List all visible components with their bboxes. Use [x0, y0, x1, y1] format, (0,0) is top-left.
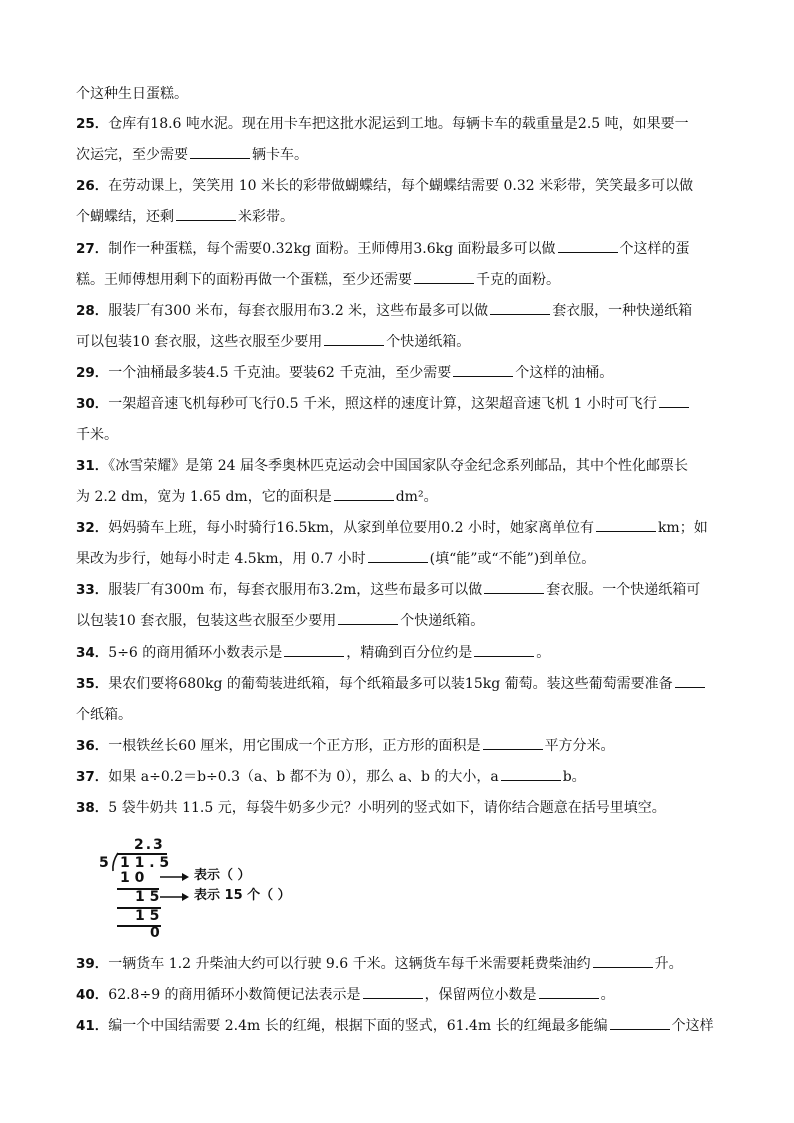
question-q32 — [76, 518, 708, 538]
question-number: 40． — [76, 987, 109, 1003]
question-number: 36． — [76, 738, 109, 754]
question-text: 一辆货车 1.2 升柴油大约可以行驶 9.6 千米。这辆货车每千米需要耗费柴油约 — [108, 956, 591, 972]
question-number: 34． — [76, 645, 109, 661]
question-q35 — [76, 674, 707, 694]
division-remainder: 0 — [150, 925, 160, 941]
answer-blank[interactable] — [334, 487, 394, 501]
answer-blank[interactable] — [610, 1016, 670, 1030]
question-q33 — [76, 580, 700, 600]
question-continuation — [76, 487, 438, 507]
question-number: 25． — [76, 116, 109, 132]
question-q34 — [76, 643, 550, 663]
question-text: b。 — [562, 769, 586, 785]
question-q40 — [76, 985, 615, 1005]
question-text: 5÷6 的商用循环小数表示是 — [108, 645, 283, 661]
question-text: 升。 — [654, 956, 683, 972]
question-text: 一个油桶最多装4.5 千克油。要装62 千克油，至少需要 — [108, 365, 452, 381]
answer-blank[interactable] — [176, 207, 236, 221]
question-text: 可以包装10 套衣服，这些衣服至少要用 — [76, 334, 323, 350]
question-text: 套衣服，一种快递纸箱 — [552, 303, 693, 319]
answer-blank[interactable] — [659, 394, 689, 408]
answer-blank[interactable] — [483, 736, 543, 750]
question-text: dm²。 — [395, 489, 438, 505]
answer-blank[interactable] — [324, 332, 384, 346]
question-number: 33． — [76, 582, 109, 598]
question-text: 米彩带。 — [238, 209, 294, 225]
division-label-2: 表示 15 个（ ） — [194, 888, 291, 903]
question-text: 妈妈骑车上班，每小时骑行16.5km，从家到单位要用0.2 小时，她家离单位有 — [108, 520, 594, 536]
answer-blank[interactable] — [596, 518, 656, 532]
question-number: 41． — [76, 1018, 109, 1034]
question-text: 制作一种蛋糕，每个需要0.32kg 面粉。王师傅用3.6kg 面粉最多可以做 — [108, 241, 556, 257]
question-text: 套衣服。一个快递纸箱可 — [546, 582, 701, 598]
question-number: 29． — [76, 365, 109, 381]
question-q28 — [76, 301, 692, 321]
answer-blank[interactable] — [284, 643, 344, 657]
question-q25 — [76, 114, 689, 134]
answer-blank[interactable] — [474, 643, 534, 657]
division-dividend: 1 1 . 5 — [120, 855, 170, 871]
question-text: ，精确到百分位约是 — [346, 645, 473, 661]
question-text: 千米。 — [76, 427, 118, 443]
question-q26 — [76, 176, 693, 196]
question-text: 以包装10 套衣服，包装这些衣服至少要用 — [76, 613, 337, 629]
question-text: 辆卡车。 — [252, 147, 308, 163]
question-text: 一架超音速飞机每秒可飞行0.5 千米，照这样的速度计算，这架超音速飞机 1 小时可飞行 — [108, 396, 657, 412]
question-text: 62.8÷9 的商用循环小数简便记法表示是 — [108, 987, 361, 1003]
question-text: 个蝴蝶结，还剩 — [76, 209, 174, 225]
question-continuation — [76, 705, 132, 725]
question-text: 果农们要将680kg 的葡萄装进纸箱，每个纸箱最多可以装15kg 葡萄。装这些葡萄需要准备 — [108, 676, 673, 692]
answer-blank[interactable] — [363, 985, 423, 999]
arrow-icon — [160, 871, 190, 883]
question-continuation — [76, 145, 308, 165]
question-text: 《冰雪荣耀》是第 24 届冬季奥林匹克运动会中国国家队夺金纪念系列邮品，其中个性化邮票长 — [108, 458, 689, 474]
question-text: 个这样 — [671, 1018, 714, 1034]
question-continuation — [76, 611, 484, 631]
question-continuation — [76, 207, 294, 227]
question-number: 28． — [76, 303, 109, 319]
answer-blank[interactable] — [501, 767, 561, 781]
division-step1: 1 0 — [120, 870, 145, 886]
question-number: 39． — [76, 956, 109, 972]
question-text: 果改为步行，她每小时走 4.5km，用 0.7 小时 — [76, 551, 366, 567]
question-text: 千克的面粉。 — [476, 272, 560, 288]
question-text: 个纸箱。 — [76, 707, 132, 723]
arrow-icon — [160, 891, 190, 903]
question-text: 次运完，至少需要 — [76, 147, 188, 163]
question-text: 个这种生日蛋糕。 — [76, 86, 188, 102]
question-text: 平方分米。 — [544, 738, 615, 754]
division-step2: 1 5 — [135, 889, 160, 905]
question-text: ，保留两位小数是 — [424, 987, 537, 1003]
question-text: (填“能”或“不能”)到单位。 — [429, 551, 596, 567]
answer-blank[interactable] — [368, 549, 428, 563]
question-q39 — [76, 954, 683, 974]
question-text: 编一个中国结需要 2.4m 长的红绳，根据下面的竖式，61.4m 长的红绳最多能编 — [108, 1018, 608, 1034]
question-number: 35． — [76, 676, 109, 692]
answer-blank[interactable] — [539, 985, 599, 999]
question-text: 。 — [600, 987, 615, 1003]
answer-blank[interactable] — [484, 580, 544, 594]
question-q36 — [76, 736, 615, 756]
question-text: 一根铁丝长60 厘米，用它围成一个正方形，正方形的面积是 — [108, 738, 481, 754]
answer-blank[interactable] — [190, 145, 250, 159]
question-q41 — [76, 1016, 714, 1036]
question-continuation — [76, 332, 470, 352]
question-continuation — [76, 425, 118, 445]
question-text: 如果 a÷0.2＝b÷0.3（a、b 都不为 0），那么 a、b 的大小，a — [108, 769, 499, 785]
question-number: 27． — [76, 241, 109, 257]
question-text: 为 2.2 dm，宽为 1.65 dm，它的面积是 — [76, 489, 332, 505]
division-divisor: 5 — [99, 855, 109, 871]
answer-blank[interactable] — [558, 239, 618, 253]
question-q37 — [76, 767, 586, 787]
question-q30 — [76, 394, 691, 414]
question-q38 — [76, 798, 666, 818]
division-label-1: 表示（ ） — [194, 868, 251, 883]
answer-blank[interactable] — [593, 954, 653, 968]
question-number: 30． — [76, 396, 109, 412]
question-number: 37． — [76, 769, 109, 785]
question-text: 。 — [536, 645, 551, 661]
question-continuation — [76, 549, 595, 569]
question-text: 5 袋牛奶共 11.5 元，每袋牛奶多少元？小明列的竖式如下，请你结合题意在括号里填空。 — [108, 800, 666, 816]
division-quotient: 2.3 — [134, 837, 165, 853]
answer-blank[interactable] — [675, 674, 705, 688]
answer-blank[interactable] — [490, 301, 550, 315]
question-number: 31． — [76, 458, 109, 474]
answer-blank[interactable] — [453, 363, 513, 377]
question-q27 — [76, 239, 690, 259]
question-q31 — [76, 456, 688, 476]
answer-blank[interactable] — [338, 611, 398, 625]
question-number: 26． — [76, 178, 109, 194]
question-continuation — [76, 84, 188, 104]
answer-blank[interactable] — [414, 270, 474, 284]
question-number: 32． — [76, 520, 109, 536]
question-text: 在劳动课上，笑笑用 10 米长的彩带做蝴蝶结，每个蝴蝶结需要 0.32 米彩带，笑笑最多可以做 — [108, 178, 694, 194]
question-text: 仓库有18.6 吨水泥。现在用卡车把这批水泥运到工地。每辆卡车的载重量是2.5 吨，如果要一 — [108, 116, 689, 132]
question-continuation — [76, 270, 560, 290]
question-text: 糕。王师傅想用剩下的面粉再做一个蛋糕，至少还需要 — [76, 272, 412, 288]
question-text: 服装厂有300m 布，每套衣服用布3.2m，这些布最多可以做 — [108, 582, 483, 598]
question-text: 服装厂有300 米布，每套衣服用布3.2 米，这些布最多可以做 — [108, 303, 489, 319]
question-number: 38． — [76, 800, 109, 816]
question-text: 个快递纸箱。 — [386, 334, 471, 350]
question-text: 个快递纸箱。 — [400, 613, 485, 629]
question-q29 — [76, 363, 613, 383]
division-bracket — [110, 852, 120, 872]
question-text: km；如 — [657, 520, 708, 536]
question-text: 个这样的油桶。 — [515, 365, 614, 381]
question-text: 个这样的蛋 — [619, 241, 690, 257]
division-step3: 1 5 — [135, 908, 160, 924]
